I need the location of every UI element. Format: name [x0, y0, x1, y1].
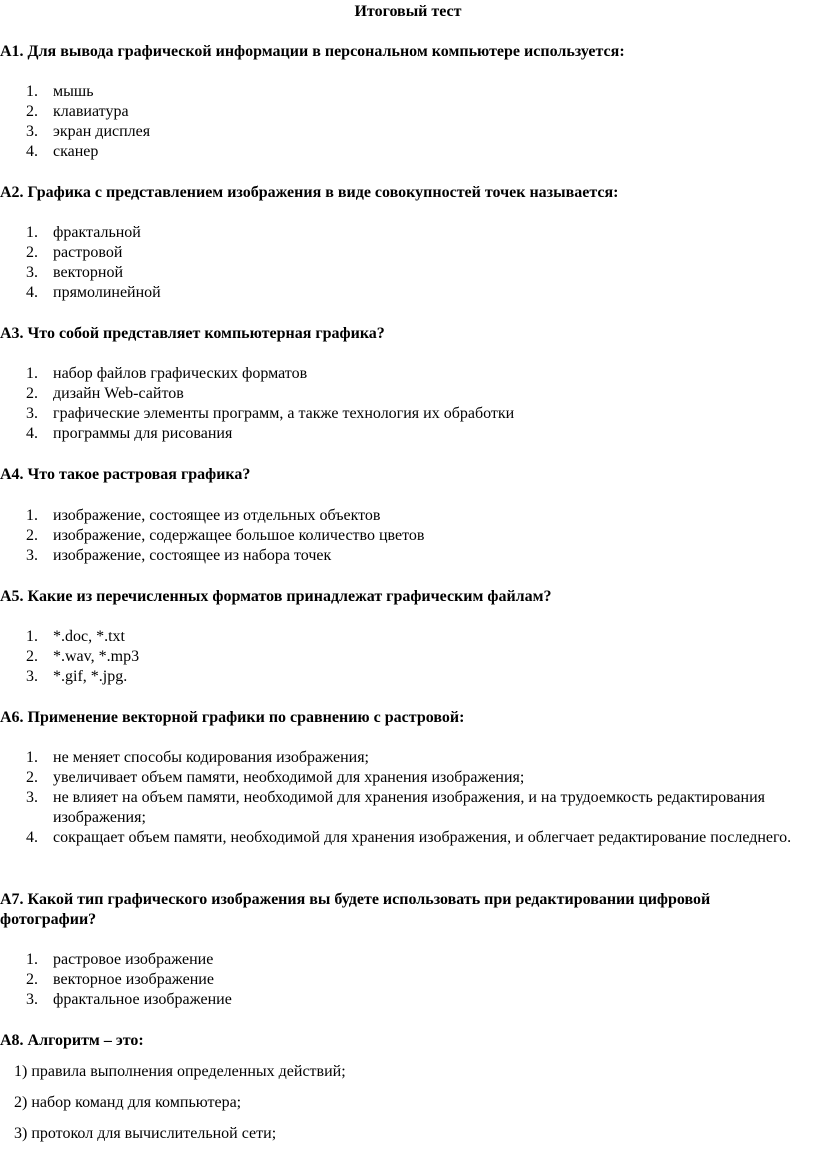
option-text: правила выполнения определенных действий; [31, 1063, 346, 1080]
option-number: 1. [26, 507, 38, 524]
option-number: 4. [26, 425, 38, 442]
option-text: экран дисплея [53, 123, 151, 140]
option-number: 3. [26, 123, 38, 140]
question-a1: А1. Для вывода графической информации в персональном компьютере используется: [0, 43, 625, 60]
option-number: 4. [26, 829, 38, 846]
option-number: 1. [26, 628, 38, 645]
question-a3: А3. Что собой представляет компьютерная графика? [0, 325, 385, 342]
option-number: 3) [14, 1125, 28, 1142]
answer-option [14, 1093, 794, 1113]
answer-option [14, 1124, 794, 1144]
option-number: 3. [26, 789, 38, 806]
option-text: программы для рисования [53, 425, 233, 442]
option-text: растровой [53, 244, 123, 261]
option-text: *.wav, *.mp3 [53, 648, 140, 665]
option-number: 3. [26, 264, 38, 281]
option-number: 3. [26, 405, 38, 422]
option-number: 2) [14, 1094, 28, 1111]
option-number: 3. [26, 991, 38, 1008]
option-text: сканер [53, 143, 99, 160]
option-text: векторное изображение [53, 971, 214, 988]
option-text: увеличивает объем памяти, необходимой для хранения изображения; [53, 769, 525, 786]
option-number: 4. [26, 143, 38, 160]
option-number: 2. [26, 244, 38, 261]
option-number: 2. [26, 971, 38, 988]
question-a5: А5. Какие из перечисленных форматов принадлежат графическим файлам? [0, 588, 552, 605]
option-number: 1. [26, 951, 38, 968]
document-title: Итоговый тест [354, 3, 462, 20]
answer-option [14, 1062, 794, 1082]
option-text: протокол для вычислительной сети; [31, 1125, 277, 1142]
option-number: 1. [26, 224, 38, 241]
option-number: 3. [26, 668, 38, 685]
option-text: фрактальной [53, 224, 141, 241]
option-text: набор файлов графических форматов [53, 365, 308, 382]
option-number: 4. [26, 284, 38, 301]
option-text: *.gif, *.jpg. [53, 668, 128, 685]
option-text: изображение, состоящее из набора точек [53, 547, 332, 564]
option-number: 2. [26, 103, 38, 120]
option-number: 1. [26, 749, 38, 766]
option-text: набор команд для компьютера; [31, 1094, 242, 1111]
question-a6: А6. Применение векторной графики по сравнению с растровой: [0, 709, 465, 726]
option-number: 2. [26, 648, 38, 665]
option-text: изображение, содержащее большое количество цветов [53, 527, 425, 544]
question-a2: А2. Графика с представлением изображения в виде совокупностей точек называется: [0, 184, 619, 201]
question-a4: А4. Что такое растровая графика? [0, 466, 251, 483]
option-text: изображение, состоящее из отдельных объектов [53, 507, 381, 524]
option-number: 1) [14, 1063, 28, 1080]
option-text: *.doc, *.txt [53, 628, 125, 645]
option-text: мышь [53, 83, 94, 100]
option-text: не влияет на объем памяти, необходимой для хранения изображения, и на трудоемкость редактирования изображения; [53, 789, 766, 826]
option-text: сокращает объем памяти, необходимой для хранения изображения, и облегчает редактирование последнего. [53, 829, 792, 846]
option-text: прямолинейной [53, 284, 161, 301]
option-number: 2. [26, 769, 38, 786]
option-text: фрактальное изображение [53, 991, 232, 1008]
option-text: клавиатура [53, 103, 129, 120]
question-a7: А7. Какой тип графического изображения вы будете использовать при редактировании цифровой фотографии? [0, 891, 711, 928]
option-text: векторной [53, 264, 124, 281]
option-number: 2. [26, 385, 38, 402]
option-number: 1. [26, 365, 38, 382]
option-number: 1. [26, 83, 38, 100]
option-text: не меняет способы кодирования изображения; [53, 749, 369, 766]
option-text: растровое изображение [53, 951, 214, 968]
option-text: дизайн Web-сайтов [53, 385, 184, 402]
option-number: 3. [26, 547, 38, 564]
option-number: 2. [26, 527, 38, 544]
question-a8: А8. Алгоритм – это: [0, 1032, 144, 1049]
option-text: графические элементы программ, а также технология их обработки [53, 405, 515, 422]
